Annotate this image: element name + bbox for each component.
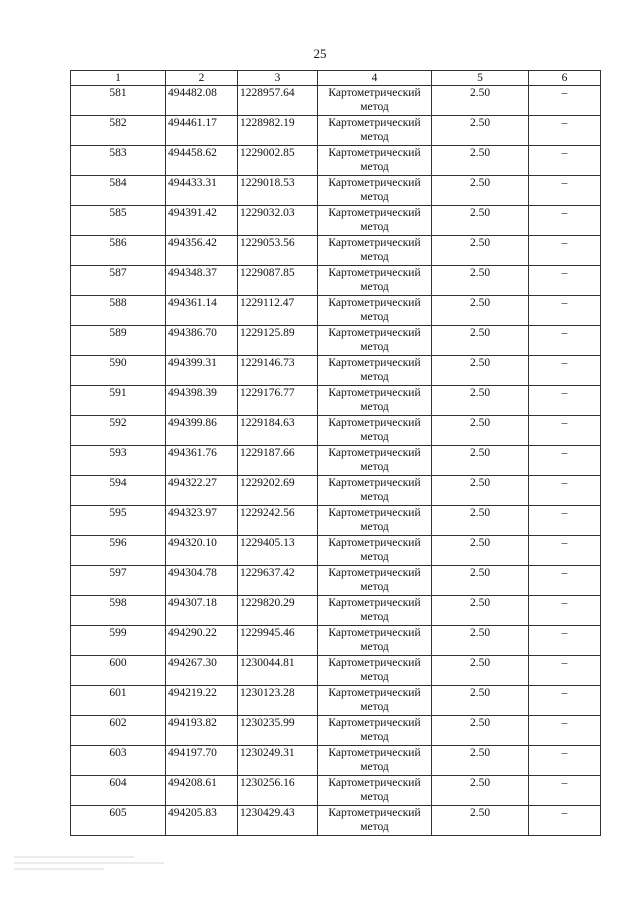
x-coordinate-cell: 494323.97 — [166, 506, 238, 536]
method-cell — [318, 806, 432, 836]
method-line: Картометрический — [328, 387, 421, 399]
y-coordinate-cell: 1229202.69 — [238, 476, 318, 506]
method-line: Картометрический — [328, 507, 421, 519]
error-cell: 2.50 — [432, 596, 529, 626]
point-number-cell: 598 — [71, 596, 166, 626]
method-line: метод — [360, 251, 389, 263]
description-cell: – — [529, 116, 601, 146]
x-coordinate-cell: 494391.42 — [166, 206, 238, 236]
table-header — [71, 71, 601, 86]
method-cell — [318, 116, 432, 146]
x-coordinate-cell: 494433.31 — [166, 176, 238, 206]
method-cell — [318, 386, 432, 416]
header-col-4: 4 — [318, 71, 432, 86]
method-line: метод — [360, 671, 389, 683]
x-coordinate-cell: 494193.82 — [166, 716, 238, 746]
point-number-cell: 586 — [71, 236, 166, 266]
point-number-cell: 597 — [71, 566, 166, 596]
description-cell: – — [529, 596, 601, 626]
y-coordinate-cell: 1229125.89 — [238, 326, 318, 356]
method-line: метод — [360, 491, 389, 503]
error-cell: 2.50 — [432, 266, 529, 296]
point-number-cell: 603 — [71, 746, 166, 776]
description-cell: – — [529, 446, 601, 476]
point-number-cell: 600 — [71, 656, 166, 686]
point-number-cell: 591 — [71, 386, 166, 416]
point-number-cell: 596 — [71, 536, 166, 566]
error-cell: 2.50 — [432, 716, 529, 746]
method-cell — [318, 416, 432, 446]
description-cell: – — [529, 566, 601, 596]
x-coordinate-cell: 494304.78 — [166, 566, 238, 596]
method-line: Картометрический — [328, 567, 421, 579]
point-number-cell: 605 — [71, 806, 166, 836]
y-coordinate-cell: 1229053.56 — [238, 236, 318, 266]
y-coordinate-cell: 1230249.31 — [238, 746, 318, 776]
error-cell: 2.50 — [432, 746, 529, 776]
method-cell — [318, 656, 432, 686]
error-cell: 2.50 — [432, 686, 529, 716]
table-row — [71, 416, 601, 446]
point-number-cell: 604 — [71, 776, 166, 806]
error-cell: 2.50 — [432, 476, 529, 506]
point-number-cell: 585 — [71, 206, 166, 236]
y-coordinate-cell: 1229176.77 — [238, 386, 318, 416]
error-cell: 2.50 — [432, 806, 529, 836]
error-cell: 2.50 — [432, 386, 529, 416]
description-cell: – — [529, 386, 601, 416]
x-coordinate-cell: 494461.17 — [166, 116, 238, 146]
method-line: Картометрический — [328, 207, 421, 219]
method-line: Картометрический — [328, 747, 421, 759]
error-cell: 2.50 — [432, 326, 529, 356]
page-number: 25 — [313, 46, 327, 61]
table-row — [71, 746, 601, 776]
point-number-cell: 588 — [71, 296, 166, 326]
x-coordinate-cell: 494361.14 — [166, 296, 238, 326]
error-cell: 2.50 — [432, 206, 529, 236]
header-row — [71, 71, 601, 86]
description-cell: – — [529, 776, 601, 806]
header-col-6: 6 — [529, 71, 601, 86]
method-cell — [318, 236, 432, 266]
point-number-cell: 581 — [71, 86, 166, 116]
method-line: метод — [360, 221, 389, 233]
y-coordinate-cell: 1229032.03 — [238, 206, 318, 236]
description-cell: – — [529, 236, 601, 266]
method-line: метод — [360, 401, 389, 413]
table-row — [71, 386, 601, 416]
table-row — [71, 446, 601, 476]
table-row — [71, 326, 601, 356]
table-row — [71, 776, 601, 806]
method-cell — [318, 446, 432, 476]
x-coordinate-cell: 494458.62 — [166, 146, 238, 176]
method-cell — [318, 536, 432, 566]
table-row — [71, 596, 601, 626]
description-cell: – — [529, 146, 601, 176]
x-coordinate-cell: 494205.83 — [166, 806, 238, 836]
method-line: Картометрический — [328, 477, 421, 489]
point-number-cell: 602 — [71, 716, 166, 746]
method-cell — [318, 506, 432, 536]
description-cell: – — [529, 506, 601, 536]
table-row — [71, 176, 601, 206]
method-cell — [318, 716, 432, 746]
point-number-cell: 583 — [71, 146, 166, 176]
x-coordinate-cell: 494399.86 — [166, 416, 238, 446]
description-cell: – — [529, 806, 601, 836]
x-coordinate-cell: 494219.22 — [166, 686, 238, 716]
x-coordinate-cell: 494348.37 — [166, 266, 238, 296]
y-coordinate-cell: 1229405.13 — [238, 536, 318, 566]
method-line: Картометрический — [328, 447, 421, 459]
point-number-cell: 589 — [71, 326, 166, 356]
y-coordinate-cell: 1230123.28 — [238, 686, 318, 716]
method-cell — [318, 476, 432, 506]
method-line: метод — [360, 311, 389, 323]
point-number-cell: 590 — [71, 356, 166, 386]
x-coordinate-cell: 494208.61 — [166, 776, 238, 806]
method-line: метод — [360, 791, 389, 803]
y-coordinate-cell: 1230044.81 — [238, 656, 318, 686]
table-row — [71, 146, 601, 176]
table-row — [71, 236, 601, 266]
method-cell — [318, 146, 432, 176]
table-row — [71, 656, 601, 686]
table-row — [71, 686, 601, 716]
table-row — [71, 506, 601, 536]
header-col-5: 5 — [432, 71, 529, 86]
error-cell: 2.50 — [432, 626, 529, 656]
y-coordinate-cell: 1230256.16 — [238, 776, 318, 806]
y-coordinate-cell: 1229018.53 — [238, 176, 318, 206]
method-line: Картометрический — [328, 657, 421, 669]
method-line: метод — [360, 821, 389, 833]
method-line: метод — [360, 581, 389, 593]
table-row — [71, 716, 601, 746]
header-col-3: 3 — [238, 71, 318, 86]
method-line: Картометрический — [328, 357, 421, 369]
method-line: метод — [360, 521, 389, 533]
method-cell — [318, 626, 432, 656]
method-cell — [318, 86, 432, 116]
x-coordinate-cell: 494197.70 — [166, 746, 238, 776]
coordinates-table — [70, 70, 601, 836]
point-number-cell: 595 — [71, 506, 166, 536]
method-line: Картометрический — [328, 687, 421, 699]
method-line: метод — [360, 761, 389, 773]
x-coordinate-cell: 494356.42 — [166, 236, 238, 266]
description-cell: – — [529, 296, 601, 326]
method-line: метод — [360, 551, 389, 563]
table-row — [71, 86, 601, 116]
error-cell: 2.50 — [432, 146, 529, 176]
x-coordinate-cell: 494290.22 — [166, 626, 238, 656]
y-coordinate-cell: 1228982.19 — [238, 116, 318, 146]
method-cell — [318, 296, 432, 326]
y-coordinate-cell: 1229146.73 — [238, 356, 318, 386]
method-line: Картометрический — [328, 177, 421, 189]
method-line: метод — [360, 371, 389, 383]
method-line: Картометрический — [328, 597, 421, 609]
x-coordinate-cell: 494386.70 — [166, 326, 238, 356]
error-cell: 2.50 — [432, 116, 529, 146]
method-cell — [318, 596, 432, 626]
table-row — [71, 206, 601, 236]
x-coordinate-cell: 494482.08 — [166, 86, 238, 116]
point-number-cell: 593 — [71, 446, 166, 476]
error-cell: 2.50 — [432, 236, 529, 266]
method-line: Картометрический — [328, 297, 421, 309]
x-coordinate-cell: 494307.18 — [166, 596, 238, 626]
x-coordinate-cell: 494322.27 — [166, 476, 238, 506]
point-number-cell: 592 — [71, 416, 166, 446]
method-line: метод — [360, 701, 389, 713]
method-line: метод — [360, 101, 389, 113]
y-coordinate-cell: 1229820.29 — [238, 596, 318, 626]
description-cell: – — [529, 356, 601, 386]
description-cell: – — [529, 86, 601, 116]
error-cell: 2.50 — [432, 416, 529, 446]
description-cell: – — [529, 416, 601, 446]
x-coordinate-cell: 494267.30 — [166, 656, 238, 686]
table-row — [71, 476, 601, 506]
error-cell: 2.50 — [432, 536, 529, 566]
x-coordinate-cell: 494399.31 — [166, 356, 238, 386]
description-cell: – — [529, 656, 601, 686]
method-line: метод — [360, 611, 389, 623]
method-line: Картометрический — [328, 807, 421, 819]
error-cell: 2.50 — [432, 656, 529, 686]
y-coordinate-cell: 1229637.42 — [238, 566, 318, 596]
error-cell: 2.50 — [432, 776, 529, 806]
error-cell: 2.50 — [432, 566, 529, 596]
method-cell — [318, 176, 432, 206]
method-cell — [318, 206, 432, 236]
description-cell: – — [529, 686, 601, 716]
x-coordinate-cell: 494361.76 — [166, 446, 238, 476]
method-line: Картометрический — [328, 717, 421, 729]
point-number-cell: 599 — [71, 626, 166, 656]
method-line: метод — [360, 731, 389, 743]
method-cell — [318, 686, 432, 716]
description-cell: – — [529, 626, 601, 656]
table-row — [71, 356, 601, 386]
table-row — [71, 566, 601, 596]
method-cell — [318, 746, 432, 776]
method-line: Картометрический — [328, 417, 421, 429]
method-cell — [318, 356, 432, 386]
table-body — [71, 86, 601, 836]
point-number-cell: 584 — [71, 176, 166, 206]
method-line: метод — [360, 191, 389, 203]
method-line: Картометрический — [328, 237, 421, 249]
header-col-2: 2 — [166, 71, 238, 86]
x-coordinate-cell: 494398.39 — [166, 386, 238, 416]
method-line: метод — [360, 161, 389, 173]
table-row — [71, 536, 601, 566]
description-cell: – — [529, 746, 601, 776]
method-line: Картометрический — [328, 117, 421, 129]
y-coordinate-cell: 1230235.99 — [238, 716, 318, 746]
method-line: метод — [360, 131, 389, 143]
y-coordinate-cell: 1229184.63 — [238, 416, 318, 446]
error-cell: 2.50 — [432, 296, 529, 326]
method-cell — [318, 326, 432, 356]
x-coordinate-cell: 494320.10 — [166, 536, 238, 566]
table-row — [71, 806, 601, 836]
table-row — [71, 116, 601, 146]
description-cell: – — [529, 266, 601, 296]
y-coordinate-cell: 1229087.85 — [238, 266, 318, 296]
header-col-1: 1 — [71, 71, 166, 86]
method-line: Картометрический — [328, 87, 421, 99]
point-number-cell: 582 — [71, 116, 166, 146]
point-number-cell: 587 — [71, 266, 166, 296]
y-coordinate-cell: 1229187.66 — [238, 446, 318, 476]
error-cell: 2.50 — [432, 176, 529, 206]
point-number-cell: 594 — [71, 476, 166, 506]
method-line: метод — [360, 281, 389, 293]
error-cell: 2.50 — [432, 446, 529, 476]
method-line: метод — [360, 461, 389, 473]
method-cell — [318, 776, 432, 806]
method-line: метод — [360, 341, 389, 353]
point-number-cell: 601 — [71, 686, 166, 716]
y-coordinate-cell: 1229002.85 — [238, 146, 318, 176]
method-line: Картометрический — [328, 537, 421, 549]
method-line: Картометрический — [328, 267, 421, 279]
description-cell: – — [529, 176, 601, 206]
y-coordinate-cell: 1229112.47 — [238, 296, 318, 326]
y-coordinate-cell: 1229945.46 — [238, 626, 318, 656]
y-coordinate-cell: 1230429.43 — [238, 806, 318, 836]
table-row — [71, 626, 601, 656]
description-cell: – — [529, 536, 601, 566]
description-cell: – — [529, 716, 601, 746]
method-line: Картометрический — [328, 627, 421, 639]
error-cell: 2.50 — [432, 506, 529, 536]
method-line: Картометрический — [328, 327, 421, 339]
method-line: Картометрический — [328, 147, 421, 159]
description-cell: – — [529, 326, 601, 356]
scan-artifact — [14, 856, 174, 878]
method-line: Картометрический — [328, 777, 421, 789]
table-row — [71, 266, 601, 296]
method-line: метод — [360, 431, 389, 443]
error-cell: 2.50 — [432, 356, 529, 386]
table-row — [71, 296, 601, 326]
y-coordinate-cell: 1228957.64 — [238, 86, 318, 116]
y-coordinate-cell: 1229242.56 — [238, 506, 318, 536]
method-line: метод — [360, 641, 389, 653]
description-cell: – — [529, 206, 601, 236]
description-cell: – — [529, 476, 601, 506]
error-cell: 2.50 — [432, 86, 529, 116]
method-cell — [318, 566, 432, 596]
method-cell — [318, 266, 432, 296]
